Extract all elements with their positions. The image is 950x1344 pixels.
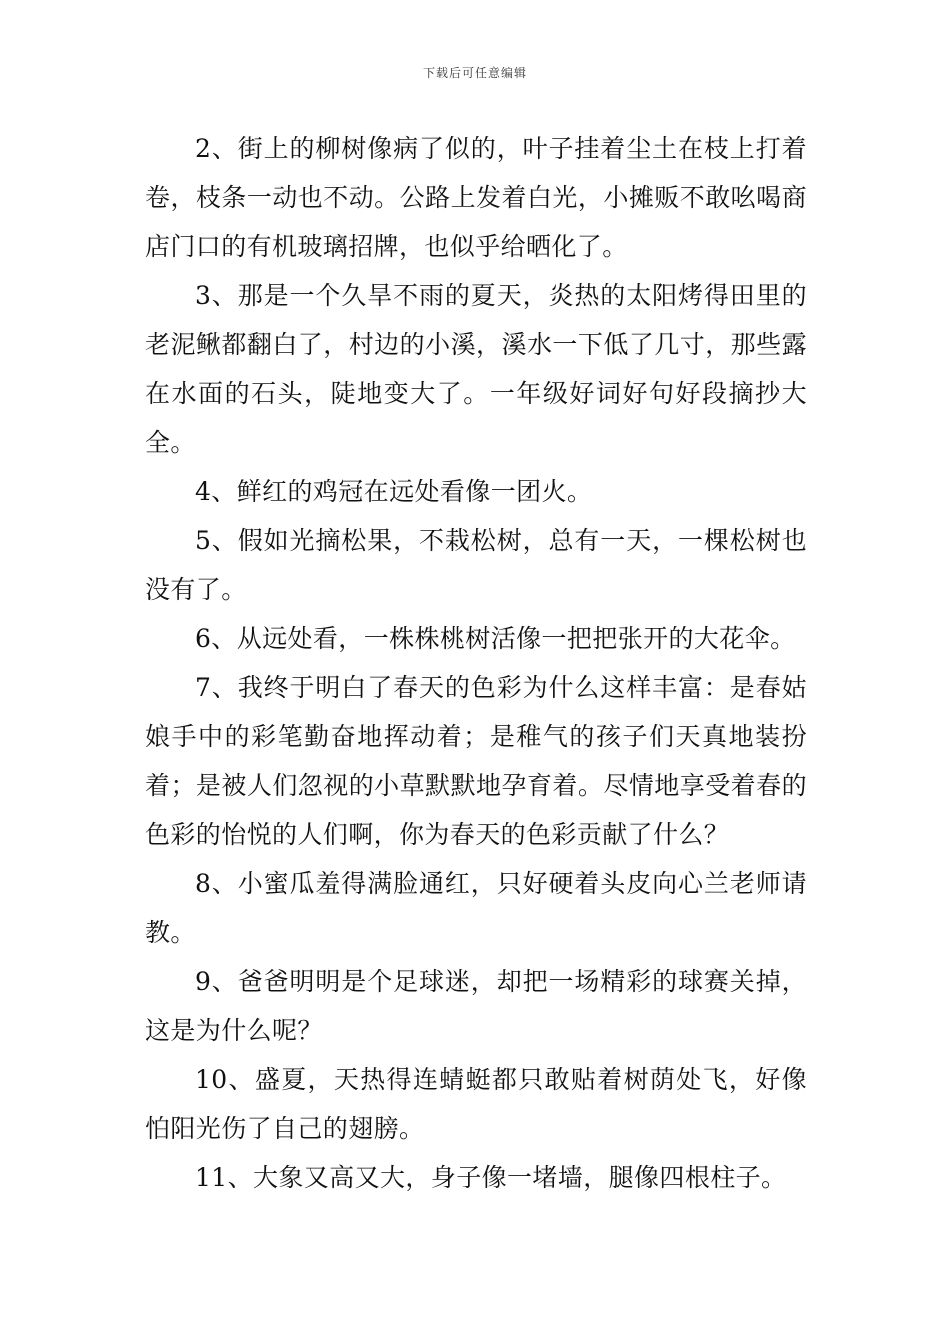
paragraph-7: 7、我终于明白了春天的色彩为什么这样丰富：是春姑娘手中的彩笔勤奋地挥动着；是稚气的孩子们天真地装扮着；是被人们忽视的小草默默地孕育着。尽情地享受着春的色彩的怡悦的人们啊，你为春天的色彩贡献了什么？ [145,673,807,849]
paragraph-4: 4、鲜红的鸡冠在远处看像一团火。 [195,477,593,506]
paragraph-2: 2、街上的柳树像病了似的，叶子挂着尘土在枝上打着卷，枝条一动也不动。公路上发着白光，小摊贩不敢吆喝商店门口的有机玻璃招牌，也似乎给晒化了。 [145,134,807,261]
paragraph-5: 5、假如光摘松果，不栽松树，总有一天，一棵松树也没有了。 [145,526,807,604]
paragraph-10: 10、盛夏，天热得连蜻蜓都只敢贴着树荫处飞，好像怕阳光伤了自己的翅膀。 [145,1065,807,1143]
paragraph-6: 6、从远处看，一株株桃树活像一把把张开的大花伞。 [195,624,796,653]
document-body [145,124,807,1202]
paragraph-8: 8、小蜜瓜羞得满脸通红，只好硬着头皮向心兰老师请教。 [145,869,807,947]
paragraph-11: 11、大象又高又大，身子像一堵墙，腿像四根柱子。 [195,1163,787,1192]
paragraph-9: 9、爸爸明明是个足球迷，却把一场精彩的球赛关掉，这是为什么呢？ [145,967,807,1045]
paragraph-3: 3、那是一个久旱不雨的夏天，炎热的太阳烤得田里的老泥鳅都翻白了，村边的小溪，溪水一下低了几寸，那些露在水面的石头，陡地变大了。一年级好词好句好段摘抄大全。 [145,281,807,457]
page-header: 下载后可任意编辑 [422,66,527,80]
